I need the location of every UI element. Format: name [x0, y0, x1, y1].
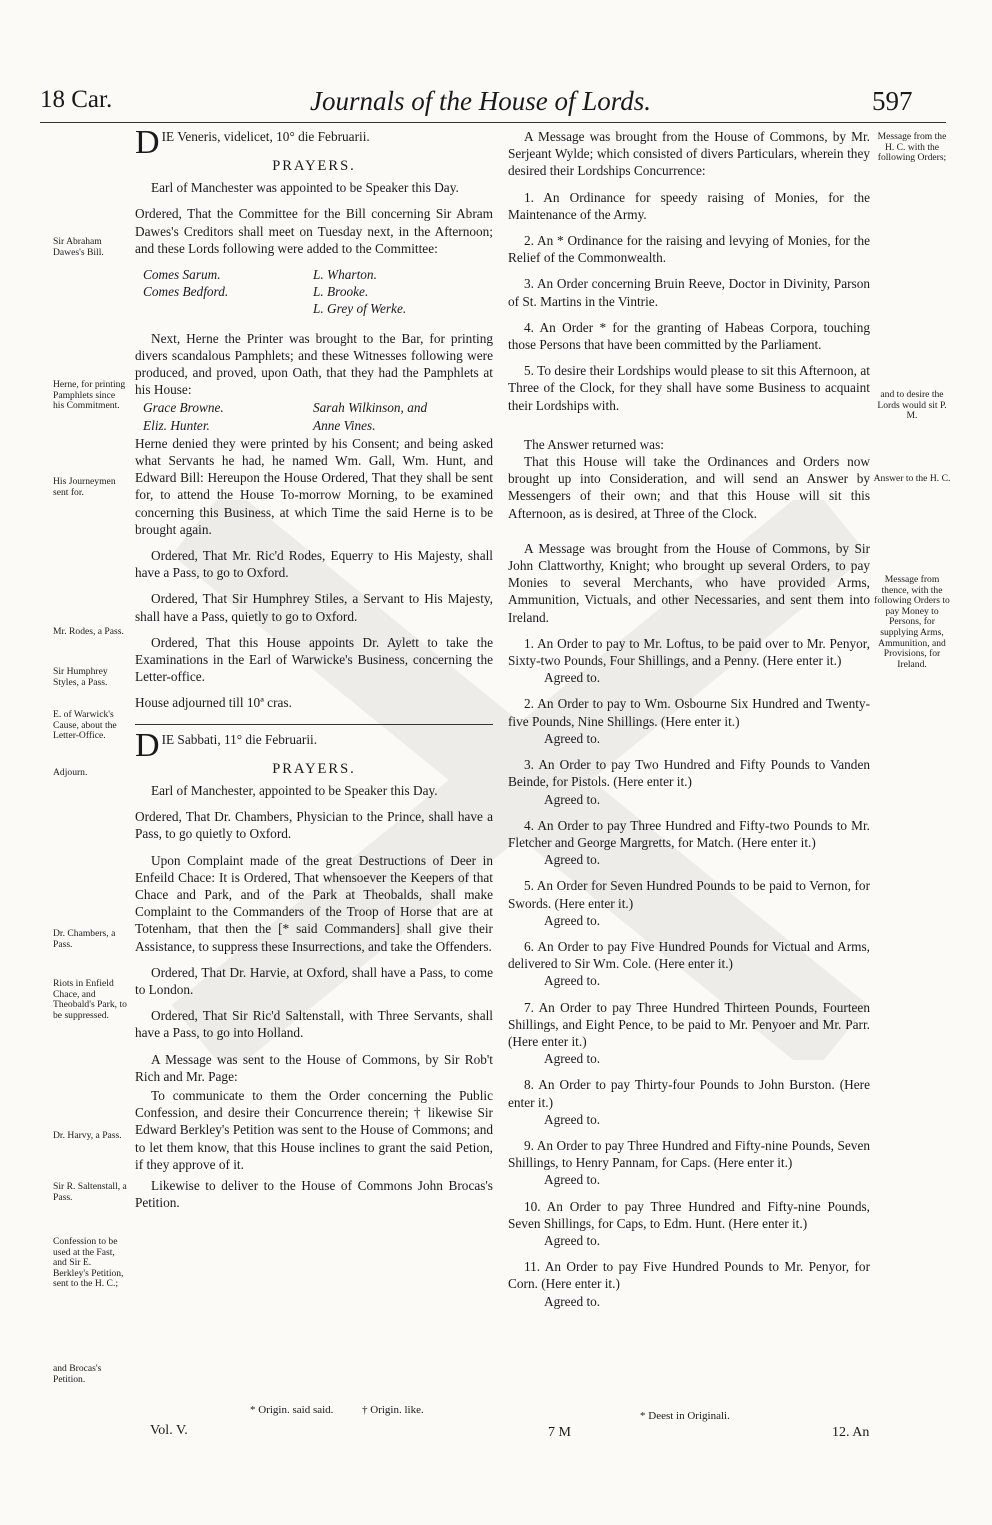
sidenote: Sir Abraham Dawes's Bill.: [53, 236, 104, 258]
agreed-line: Agreed to.: [544, 791, 601, 807]
entry: A Message was brought from the House of Commons, by Sir John Clattworthy, Knight; who brought up several Orders, to pay Monies to several Merchants, who have provided Arms, Ammunition, Victuals, and other Necessaries, and sent them into Ireland.: [508, 540, 870, 625]
header-left: 18 Car.: [40, 86, 113, 113]
left-column: [135, 124, 493, 1220]
order-item: 6. An Order to pay Five Hundred Pounds for Victual and Arms, delivered to Sir Wm. Cole. (Here enter it.): [508, 938, 870, 972]
order-item: 7. An Order to pay Three Hundred Thirteen Pounds, Fourteen Shillings, and Eight Pence, to be paid to Mr. Penyoer and Mr. Parr. (Here enter it.): [508, 999, 870, 1049]
sidenote: Adjourn.: [53, 767, 88, 778]
list-item: 4. An Order * for the granting of Habeas Corpora, touching those Persons that have been committed by the Parliament.: [508, 319, 870, 353]
entry: Ordered, That Dr. Chambers, Physician to the Prince, shall have a Pass, to go quietly to Oxford.: [135, 809, 493, 842]
order-item: 3. An Order to pay Two Hundred and Fifty Pounds to Vanden Beinde, for Pistols. (Here enter it.): [508, 757, 870, 790]
sidenote: and Brocas's Petition.: [53, 1363, 102, 1385]
sidenote: His Journeymen sent for.: [53, 476, 116, 498]
lord-name: L. Brooke.: [313, 284, 369, 300]
entry: Herne denied they were printed by his Consent; and being asked what Servants he had, he named Wm. Gall, Wm. Hunt, and Edward Bill: Hereupon the House Ordered, That they shall be sent for, to attend the House To-morrow Morning, to be examined concerning this Business, at which Time the said Herne is to be brought again.: [135, 435, 493, 537]
entry: Ordered, That Dr. Harvie, at Oxford, shall have a Pass, to come to London.: [135, 964, 493, 997]
order-item: 11. An Order to pay Five Hundred Pounds to Mr. Penyor, for Corn. (Here enter it.): [508, 1259, 870, 1292]
entry: A Message was sent to the House of Commons, by Sir Rob't Rich and Mr. Page:: [135, 1051, 493, 1084]
footnote: † Origin. like.: [362, 1404, 424, 1416]
agreed-line: Agreed to.: [544, 973, 601, 989]
order-item: 9. An Order to pay Three Hundred and Fifty-nine Pounds, Seven Shillings, to Henry Pannam, for Caps. (Here enter it.): [508, 1137, 870, 1171]
entry: A Message was brought from the House of Commons, by Mr. Serjeant Wylde; which consisted of divers Particulars, wherein they desired their Lordships Concurrence:: [508, 129, 870, 179]
agreed-line: Agreed to.: [544, 852, 601, 868]
section-rule: [135, 724, 493, 725]
sidenote: and to desire the Lords would sit P. M.: [877, 389, 947, 422]
signature-mark: 7 M: [548, 1425, 571, 1440]
lord-name: L. Grey of Werke.: [313, 301, 407, 317]
list-item: 5. To desire their Lordships would please to sit this Afternoon, at Three of the Clock, for they shall have some Business to acquaint their Lordships with.: [508, 363, 870, 413]
agreed-line: Agreed to.: [544, 1111, 601, 1127]
entry: That this House will take the Ordinances and Orders now brought up into Consideration, and will send an Answer by Messengers of their own; and that this House will sit this Afternoon, as is desired, at Three of the Clock.: [508, 454, 870, 521]
sidenote: Confession to be used at the Fast, and Sir E. Berkley's Petition, sent to the H. C.;: [53, 1236, 124, 1290]
sidenote: Riots in Enfield Chace, and Theobald's Park, to be suppressed.: [53, 978, 127, 1021]
header-title: Journals of the House of Lords.: [310, 86, 652, 116]
list-item: 2. An * Ordinance for the raising and levying of Monies, for the Relief of the Commonwealth.: [508, 233, 870, 266]
day-title: IE Veneris, videlicet, 10° die Februarii.: [161, 129, 370, 144]
entry: Upon Complaint made of the great Destructions of Deer in Enfeild Chace: It is Ordered, That whensoever the Keepers of that Chace and Park, and of the Park at Theobalds, shall make Complaint to the Commanders of the Troop of Horse that are at Totenham, that then the [* said Commanders] shall give their Assistance, to suppress these Insurrections, and take the Offenders.: [135, 852, 493, 954]
sidenote: E. of Warwick's Cause, about the Letter-Office.: [53, 709, 117, 742]
agreed-line: Agreed to.: [544, 730, 601, 746]
speaker-line: Earl of Manchester was appointed to be Speaker this Day.: [151, 180, 459, 196]
prayers-heading: PRAYERS.: [272, 760, 356, 777]
entry: Ordered, That Sir Humphrey Stiles, a Servant to His Majesty, shall have a Pass, quietly to go to Oxford.: [135, 591, 493, 624]
footnote: * Deest in Originali.: [640, 1410, 730, 1422]
lord-name: Comes Bedford.: [143, 284, 229, 300]
entry: To communicate to them the Order concerning the Public Confession, and desire their Concurrence therein; † likewise Sir Edward Berkley's Petition was sent to the House of Commons; and to let them know, that this House inclines to grant the said Petion, if they approve of it.: [135, 1087, 493, 1172]
prayers-heading: PRAYERS.: [272, 158, 356, 174]
drop-cap: D: [135, 726, 160, 764]
order-item: 2. An Order to pay to Wm. Osbourne Six Hundred and Twenty-five Pounds, Nine Shillings. (Here enter it.): [508, 696, 870, 729]
sidenote: Message from thence, with the following Orders to pay Money to Persons, for supplying Arms, Ammunition, and Provisions, for Ireland.: [874, 574, 950, 670]
entry: Ordered, That this House appoints Dr. Aylett to take the Examinations in the Earl of Warwicke's Business, concerning the Letter-office.: [135, 634, 493, 685]
order-item: 5. An Order for Seven Hundred Pounds to be paid to Vernon, for Swords. (Here enter it.): [508, 878, 870, 911]
sidenote: Answer to the H. C.: [873, 473, 951, 484]
agreed-line: Agreed to.: [544, 1232, 601, 1248]
drop-cap: D: [135, 124, 160, 161]
agreed-line: Agreed to.: [544, 1293, 601, 1309]
footnote: * Origin. said said.: [250, 1404, 334, 1416]
header-rule: [40, 122, 946, 123]
witness-name: Sarah Wilkinson, and: [313, 400, 428, 416]
order-item: 4. An Order to pay Three Hundred and Fifty-two Pounds to Mr. Fletcher and George Margretts, for Match. (Here enter it.): [508, 817, 870, 850]
sidenote: Sir R. Saltenstall, a Pass.: [53, 1181, 127, 1203]
sidenote: Dr. Harvy, a Pass.: [53, 1130, 122, 1141]
catchword: 12. An: [832, 1425, 870, 1440]
speaker-line: Earl of Manchester, appointed to be Speaker this Day.: [151, 782, 438, 798]
witness-list: [135, 399, 493, 433]
agreed-line: Agreed to.: [544, 1051, 601, 1067]
sidenote: Herne, for printing Pamphlets since his Commitment.: [53, 379, 126, 412]
agreed-line: Agreed to.: [544, 1172, 601, 1188]
witness-name: Anne Vines.: [313, 417, 376, 433]
order-item: 8. An Order to pay Thirty-four Pounds to John Burston. (Here enter it.): [508, 1077, 870, 1110]
right-column: [508, 128, 870, 1319]
page-number: 597: [872, 86, 913, 116]
answer-heading: The Answer returned was:: [524, 436, 664, 452]
agreed-line: Agreed to.: [544, 912, 601, 928]
order-item: 1. An Order to pay to Mr. Loftus, to be paid over to Mr. Penyor, Sixty-two Pounds, Four Shillings, and a Penny. (Here enter it.): [508, 635, 870, 669]
agreed-line: Agreed to.: [544, 670, 601, 686]
volume-label: Vol. V.: [150, 1423, 188, 1438]
entry: Next, Herne the Printer was brought to the Bar, for printing divers scandalous Pamphlets; and these Witnesses following were produced, and proved, upon Oath, that they had the Pamphlets at his House:: [135, 330, 493, 398]
entry: Likewise to deliver to the House of Commons John Brocas's Petition.: [135, 1177, 493, 1211]
lord-name: L. Wharton.: [313, 267, 377, 283]
committee-list: [135, 266, 493, 318]
list-item: 3. An Order concerning Bruin Reeve, Doctor in Divinity, Parson of St. Martins in the Vintrie.: [508, 276, 870, 309]
day-title: IE Sabbati, 11° die Februarii.: [161, 731, 318, 747]
day-heading: [135, 726, 493, 764]
day-heading: [135, 124, 493, 161]
order-item: 10. An Order to pay Three Hundred and Fifty-nine Pounds, Seven Shillings, for Caps, to Edm. Hunt. (Here enter it.): [508, 1198, 870, 1231]
sidenote: Sir Humphrey Styles, a Pass.: [53, 666, 108, 688]
adjourn-line: House adjourned till 10ª cras.: [135, 695, 292, 711]
lord-name: Comes Sarum.: [143, 267, 221, 283]
entry: Ordered, That the Committee for the Bill concerning Sir Abram Dawes's Creditors shall meet on Tuesday next, in the Afternoon; and these Lords following were added to the Committee:: [135, 206, 493, 256]
sidenote: Mr. Rodes, a Pass.: [53, 626, 124, 637]
sidenote: Dr. Chambers, a Pass.: [53, 928, 116, 950]
entry: Ordered, That Mr. Ric'd Rodes, Equerry to His Majesty, shall have a Pass, to go to Oxford.: [135, 548, 493, 581]
lord-name: [143, 300, 313, 317]
list-item: 1. An Ordinance for speedy raising of Monies, for the Maintenance of the Army.: [508, 189, 870, 222]
sidenote: Message from the H. C. with the following Orders;: [877, 131, 947, 164]
entry: Ordered, That Sir Ric'd Saltenstall, with Three Servants, shall have a Pass, to go into Holland.: [135, 1008, 493, 1041]
witness-name: Eliz. Hunter.: [143, 417, 210, 433]
witness-name: Grace Browne.: [143, 400, 224, 416]
